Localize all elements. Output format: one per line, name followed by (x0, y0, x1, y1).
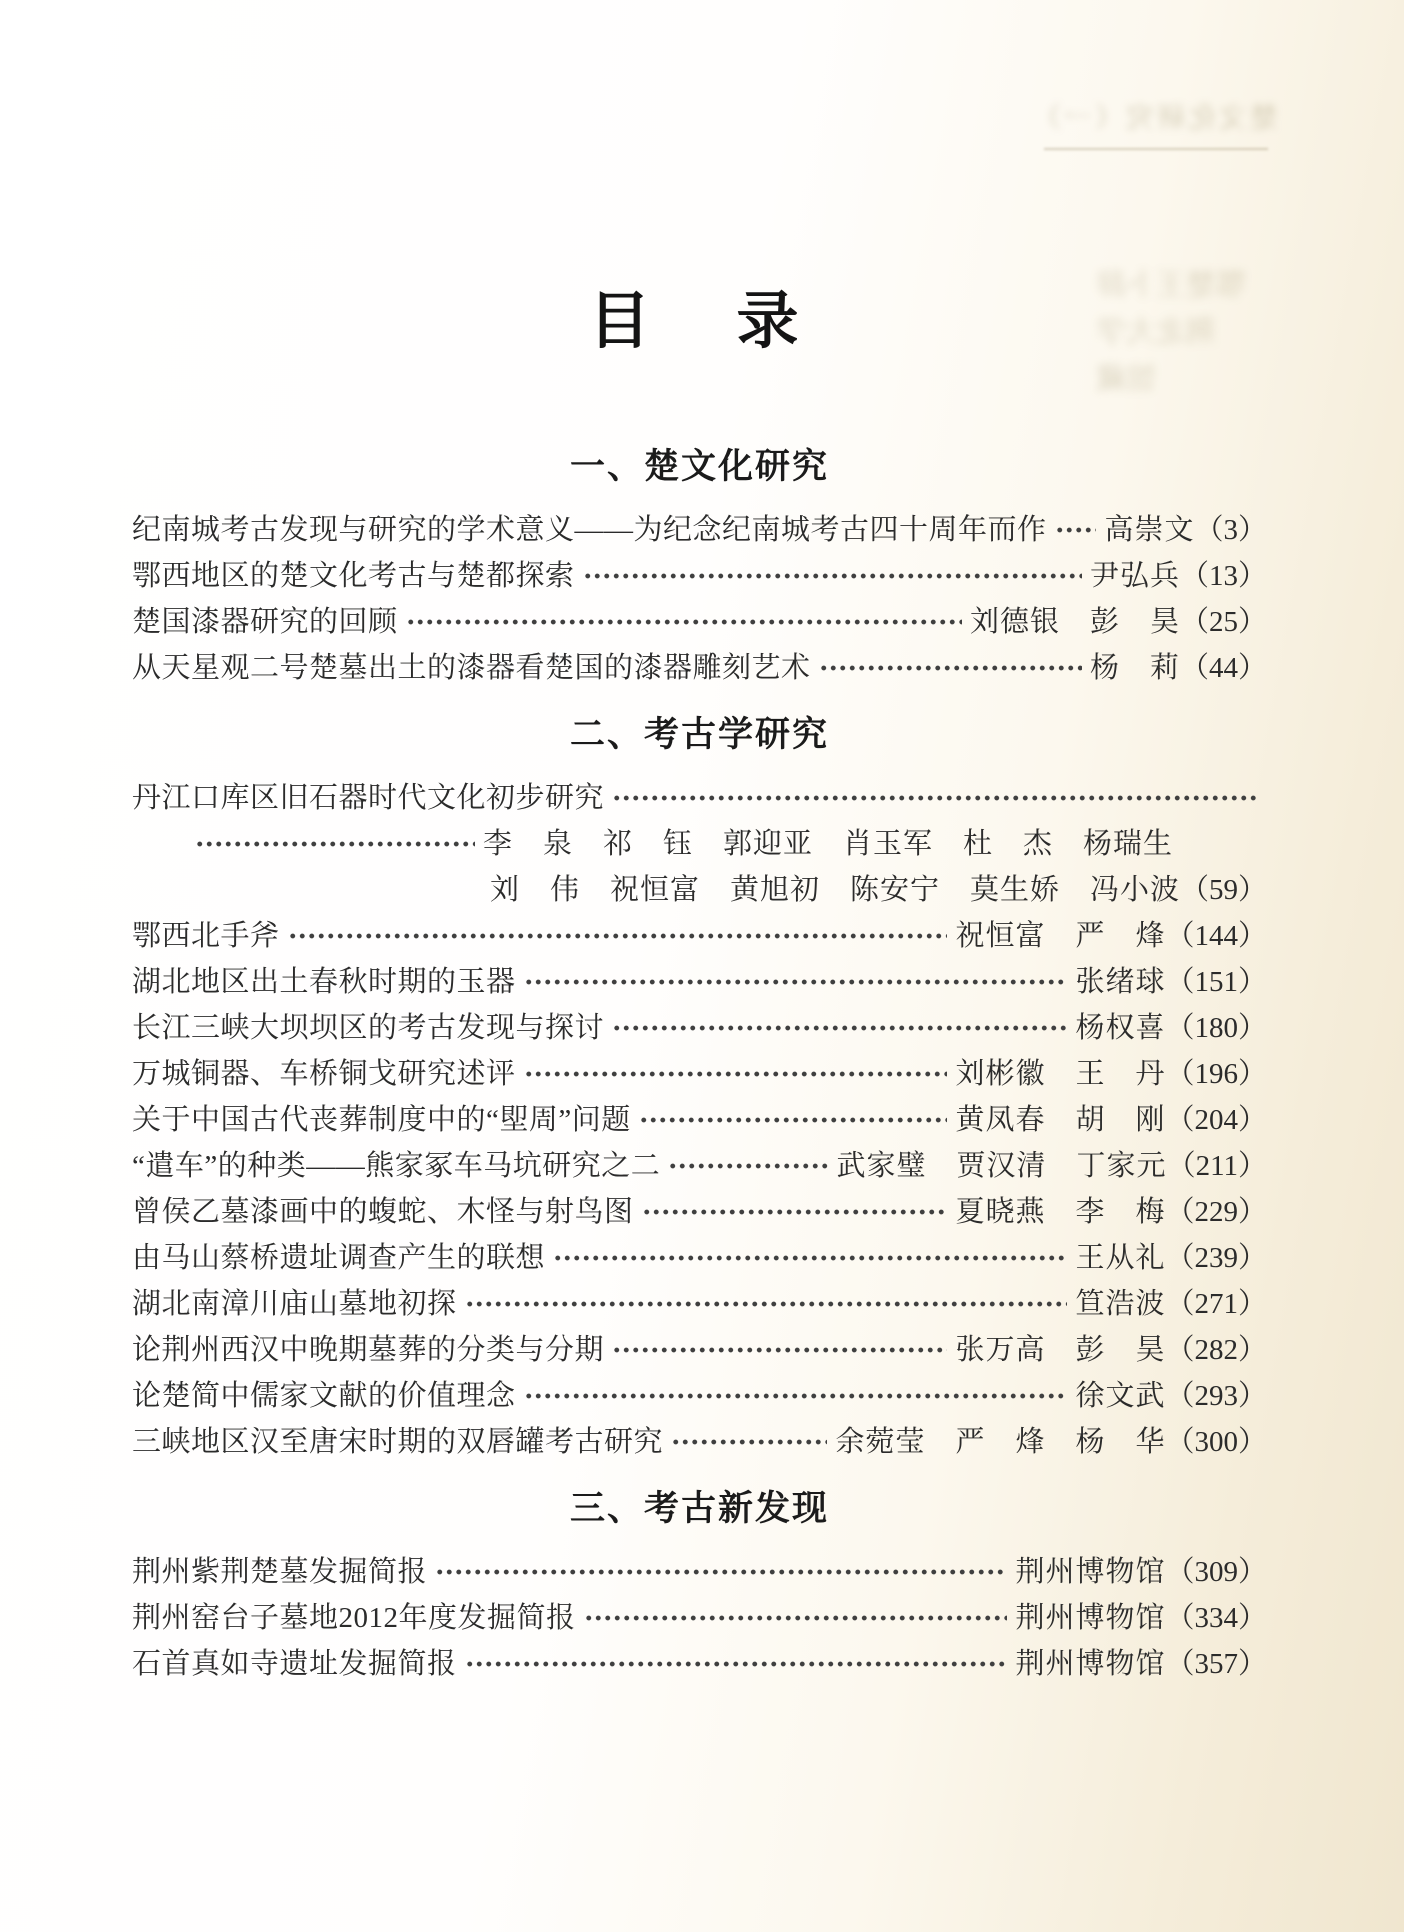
entry-page: （309） (1165, 1556, 1267, 1588)
toc-entry (132, 1143, 1267, 1189)
entry-title: 从天星观二号楚墓出土的漆器看楚国的漆器雕刻艺术 (132, 652, 811, 684)
entry-authors: 张绪球 (1075, 966, 1166, 998)
page-showthrough-header: 楚文化研究（一） (1029, 103, 1278, 134)
entry-page: （357） (1165, 1648, 1267, 1680)
dot-leader (581, 553, 1082, 599)
entry-authors: 荆州博物馆 (1015, 1556, 1166, 1588)
toc-entry (132, 1327, 1267, 1373)
entry-page: （25） (1179, 606, 1267, 638)
entry-authors: 笪浩波 (1075, 1288, 1166, 1320)
entry-page: （196） (1165, 1058, 1267, 1090)
dot-leader (640, 1189, 948, 1235)
toc-section (132, 445, 1267, 691)
entry-title: 关于中国古代丧葬制度中的“堲周”问题 (132, 1104, 631, 1136)
toc-section (132, 1487, 1267, 1687)
entry-page: （144） (1165, 920, 1267, 952)
entry-authors: 刘彬徽 王 丹 (955, 1058, 1166, 1090)
entry-title: 荆州紫荆楚墓发掘简报 (132, 1556, 428, 1588)
dot-leader (610, 775, 1259, 821)
entry-title: 石首真如寺遗址发掘简报 (132, 1648, 457, 1680)
dot-leader (286, 913, 948, 959)
entry-authors: 杨 莉 (1089, 652, 1180, 684)
toc-entry (132, 1373, 1267, 1419)
entry-page: （3） (1194, 514, 1267, 546)
dot-leader (193, 821, 475, 867)
toc-entry (132, 1419, 1267, 1465)
entry-authors: 黄凤春 胡 刚 (955, 1104, 1166, 1136)
entry-page: （44） (1179, 652, 1267, 684)
entry-page: （300） (1165, 1426, 1267, 1458)
toc-entry (132, 599, 1267, 645)
entry-authors: 荆州博物馆 (1015, 1648, 1166, 1680)
entry-page: （239） (1165, 1242, 1267, 1274)
toc-entry (132, 1189, 1267, 1235)
dot-leader (522, 1373, 1068, 1419)
entry-page: （180） (1165, 1012, 1267, 1044)
entry-title: 纪南城考古发现与研究的学术意义——为纪念纪南城考古四十周年而作 (132, 514, 1047, 546)
entry-authors: 尹弘兵 (1089, 560, 1180, 592)
toc-sections (132, 445, 1267, 1687)
toc-entry (132, 553, 1267, 599)
entry-title: 湖北南漳川庙山墓地初探 (132, 1288, 457, 1320)
entry-authors: 李 泉 祁 钰 郭迎亚 肖玉军 杜 杰 杨瑞生 (483, 828, 1174, 860)
page-showthrough-line: 鄂楚王卜辞 (1096, 269, 1246, 302)
toc-entry (132, 821, 1267, 867)
toc-entry (132, 1595, 1267, 1641)
entry-title: 丹江口库区旧石器时代文化初步研究 (132, 782, 605, 814)
entry-page: （271） (1165, 1288, 1267, 1320)
dot-leader (637, 1097, 948, 1143)
dot-leader (522, 1051, 948, 1097)
entry-page: （293） (1165, 1380, 1267, 1412)
entry-page: （59） (1179, 874, 1267, 906)
dot-leader (1053, 507, 1097, 553)
toc-entry (132, 959, 1267, 1005)
toc-entry (132, 1549, 1267, 1595)
entry-authors: 刘德银 彭 昊 (969, 606, 1180, 638)
section-heading: 一、楚文化研究 (569, 447, 829, 487)
entry-title: 长江三峡大坝坝区的考古发现与探讨 (132, 1012, 605, 1044)
entry-title: 荆州窑台子墓地2012年度发掘简报 (132, 1602, 576, 1634)
dot-leader (817, 645, 1082, 691)
entry-authors: 刘 伟 祝恒富 黄旭初 陈安宁 莫生娇 冯小波 (489, 874, 1180, 906)
toc-entry (132, 1281, 1267, 1327)
page-showthrough-line: 荆北大学 (1096, 316, 1216, 349)
page-showthrough-line: 馆藏 (1096, 363, 1156, 396)
toc-section (132, 713, 1267, 1465)
section-heading: 三、考古新发现 (569, 1489, 829, 1529)
section-heading: 二、考古学研究 (569, 715, 829, 755)
entry-title: 论荆州西汉中晚期墓葬的分类与分期 (132, 1334, 605, 1366)
page-showthrough-rule (1044, 148, 1268, 150)
entry-title: 论楚简中儒家文献的价值理念 (132, 1380, 516, 1412)
entry-authors: 余菀莹 严 烽 杨 华 (835, 1426, 1166, 1458)
toc-entry (132, 1235, 1267, 1281)
entry-title: 鄂西地区的楚文化考古与楚都探索 (132, 560, 575, 592)
dot-leader (582, 1595, 1008, 1641)
entry-title: 楚国漆器研究的回顾 (132, 606, 398, 638)
dot-leader (522, 959, 1068, 1005)
toc-entry (132, 913, 1267, 959)
entry-authors: 杨权喜 (1075, 1012, 1166, 1044)
entry-authors: 祝恒富 严 烽 (955, 920, 1166, 952)
dot-leader (551, 1235, 1067, 1281)
toc-entry (132, 775, 1267, 821)
entry-title: 由马山蔡桥遗址调查产生的联想 (132, 1242, 546, 1274)
entry-page: （204） (1165, 1104, 1267, 1136)
entry-title: 曾侯乙墓漆画中的蝮蛇、木怪与射鸟图 (132, 1196, 634, 1228)
dot-leader (610, 1327, 947, 1373)
entry-title: “遣车”的种类——熊家冢车马坑研究之二 (132, 1150, 661, 1182)
entry-authors: 高崇文 (1104, 514, 1195, 546)
toc-entry (132, 507, 1267, 553)
dot-leader (666, 1143, 828, 1189)
entry-authors: 荆州博物馆 (1015, 1602, 1166, 1634)
entry-authors: 张万高 彭 昊 (955, 1334, 1166, 1366)
entry-page: （13） (1179, 560, 1267, 592)
toc-entry (132, 1051, 1267, 1097)
entry-page: （334） (1165, 1602, 1267, 1634)
toc-entry (132, 867, 1267, 913)
page-title: 目 录 (588, 284, 811, 357)
dot-leader (669, 1419, 827, 1465)
dot-leader (463, 1641, 1008, 1687)
entry-authors: 武家璧 贾汉清 丁家元 (836, 1150, 1167, 1182)
entry-authors: 徐文武 (1075, 1380, 1166, 1412)
toc-entry (132, 645, 1267, 691)
toc-entry (132, 1005, 1267, 1051)
entry-page: （282） (1165, 1334, 1267, 1366)
entry-page: （229） (1165, 1196, 1267, 1228)
entry-title: 湖北地区出土春秋时期的玉器 (132, 966, 516, 998)
toc-entry (132, 1641, 1267, 1687)
dot-leader (610, 1005, 1067, 1051)
dot-leader (433, 1549, 1007, 1595)
toc-entry (132, 1097, 1267, 1143)
entry-page: （211） (1166, 1150, 1267, 1182)
entry-title: 鄂西北手斧 (132, 920, 280, 952)
dot-leader (404, 599, 962, 645)
entry-authors: 王从礼 (1075, 1242, 1166, 1274)
entry-authors: 夏晓燕 李 梅 (955, 1196, 1166, 1228)
toc-content (132, 285, 1267, 1687)
entry-page: （151） (1165, 966, 1267, 998)
entry-title: 万城铜器、车桥铜戈研究述评 (132, 1058, 516, 1090)
dot-leader (463, 1281, 1068, 1327)
entry-title: 三峡地区汉至唐宋时期的双唇罐考古研究 (132, 1426, 664, 1458)
